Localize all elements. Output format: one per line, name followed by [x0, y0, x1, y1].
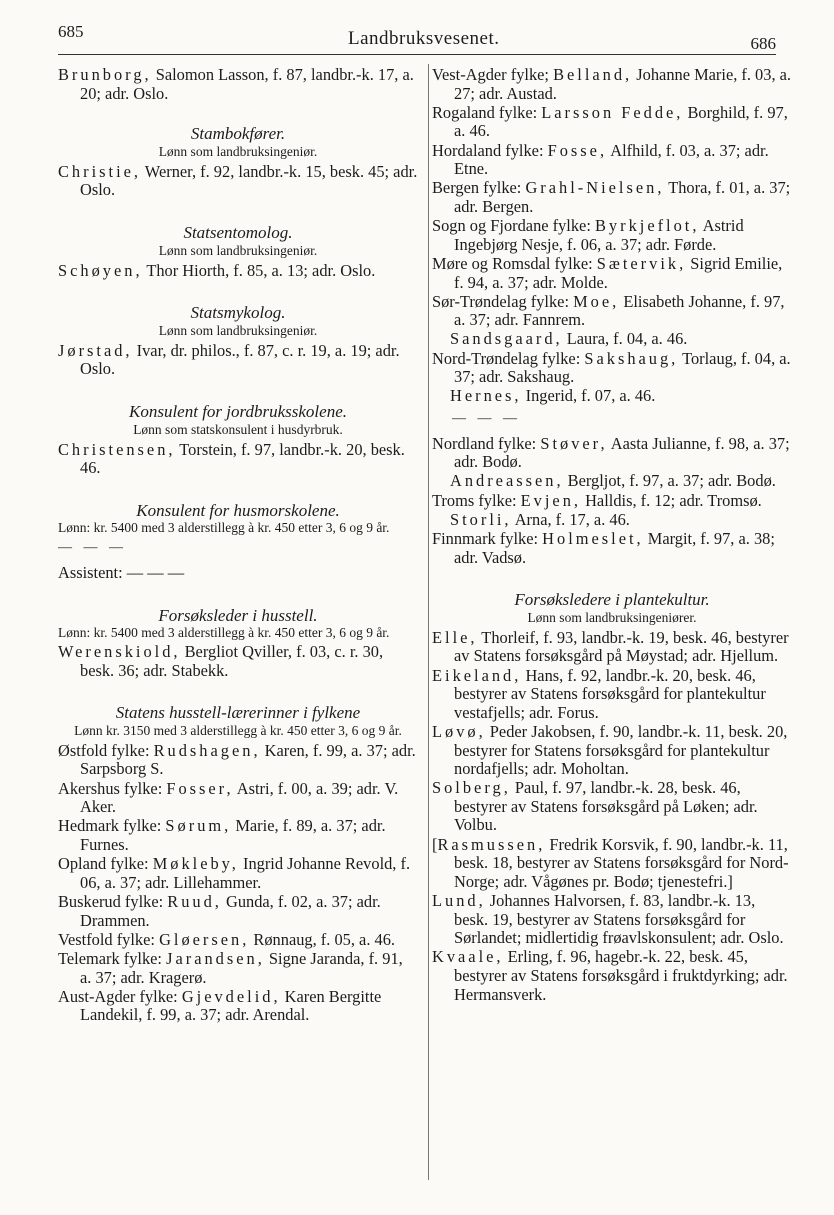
section-dashes: — — — — [452, 411, 521, 427]
entry-akershus: Akershus fylke: Fosser, Astri, f. 00, a. 39; adr. V. Aker. — [58, 778, 399, 817]
header-rule — [58, 54, 776, 55]
page-header — [58, 22, 776, 52]
entry-aust-agder: Aust-Agder fylke: Gjevdelid, Karen Bergitte Landekil, f. 99, a. 37; adr. Arendal. — [58, 986, 382, 1025]
entry-rasmussen: [Rasmussen, Fredrik Korsvik, f. 90, landbr.-k. 11, besk. 18, bestyrer av Statens forsøksgård for Nord-Norge; adr. Vågønes pr. Bodø; tjenestefri.] — [432, 834, 789, 891]
entry-vestfold: Vestfold fylke: Gløersen, Rønnaug, f. 05, a. 46. — [58, 929, 396, 949]
entry-troms: Troms fylke: Evjen, Halldis, f. 12; adr. Tromsø. — [432, 490, 762, 510]
page-number-right: 686 — [750, 34, 776, 53]
entry-jorstad: Jørstad, Ivar, dr. philos., f. 87, c. r. 19, a. 19; adr. Oslo. — [58, 340, 400, 379]
heading-husstell-laererinner: Statens husstell-lærerinner i fylkene — [115, 703, 361, 723]
entry-hedmark: Hedmark fylke: Sørum, Marie, f. 89, a. 37; adr. Furnes. — [58, 816, 386, 855]
entry-telemark: Telemark fylke: Jarandsen, Signe Jaranda, f. 91, a. 37; adr. Kragerø. — [58, 948, 403, 987]
salary-note: Lønn som landbruksingeniører. — [527, 609, 697, 625]
salary-note: Lønn som landbruksingeniør. — [158, 143, 318, 159]
entry-vest-agder: Vest-Agder fylke; Belland, Johanne Marie, f. 03, a. 27; adr. Austad. — [432, 65, 792, 103]
heading-konsulent-jordbruksskolene: Konsulent for jordbruksskolene. — [129, 401, 347, 421]
entry-eikeland: Eikeland, Hans, f. 92, landbr.-k. 20, besk. 46, bestyrer av Statens forsøksgård for plantekultur vestafjells; adr. Forus. — [432, 665, 766, 722]
heading-statsentomolog: Statsentomolog. — [183, 222, 293, 242]
entry-nord-trondelag: Nord-Trøndelag fylke: Sakshaug, Torlaug, f. 04, a. 37; adr. Sakshaug. — [432, 348, 791, 387]
salary-note: Lønn: kr. 5400 med 3 alderstillegg à kr. 450 etter 3, 6 og 9 år. — [58, 520, 390, 536]
heading-konsulent-husmorskolene: Konsulent for husmorskolene. — [136, 500, 340, 520]
entry-storli: Storli, Arna, f. 17, a. 46. — [450, 509, 630, 529]
running-title: Landbruksvesenet. — [348, 28, 500, 49]
entry-hernes: Hernes, Ingerid, f. 07, a. 46. — [450, 386, 656, 406]
heading-statsmykolog: Statsmykolog. — [190, 303, 286, 323]
entry-rogaland: Rogaland fylke: Larsson Fedde, Borghild, f. 97, a. 46. — [432, 102, 788, 141]
heading-stambokforer: Stambokfører. — [190, 124, 286, 144]
salary-note: Lønn kr. 3150 med 3 alderstillegg à kr. 450 etter 3, 6 og 9 år. — [74, 722, 402, 738]
right-column — [432, 66, 792, 1005]
entry-opland: Opland fylke: Møkleby, Ingrid Johanne Revold, f. 06, a. 37; adr. Lillehammer. — [58, 854, 411, 892]
entry-solberg: Solberg, Paul, f. 97, landbr.-k. 28, besk. 46, bestyrer av Statens forsøksgård på Løken; adr. Volbu. — [432, 778, 758, 835]
entry-christensen: Christensen, Torstein, f. 97, landbr.-k. 20, besk. 46. — [58, 439, 405, 478]
entry-lund: Lund, Johannes Halvorsen, f. 83, landbr.-k. 13, besk. 19, bestyrer av Statens forsøksgård for Sørlandet; midlertidig frøavlskonsulent; adr. Oslo. — [432, 891, 784, 948]
entry-bergen: Bergen fylke: Grahl-Nielsen, Thora, f. 01, a. 37; adr. Bergen. — [432, 178, 791, 216]
vacancy-dashes: — — — — [58, 540, 127, 556]
column-divider — [428, 64, 429, 1180]
heading-forsoksleder-husstell: Forsøksleder i husstell. — [158, 605, 318, 625]
entry-andreassen: Andreassen, Bergljot, f. 97, a. 37; adr. Bodø. — [450, 471, 776, 491]
entry-buskerud: Buskerud fylke: Ruud, Gunda, f. 02, a. 37; adr. Drammen. — [58, 892, 381, 930]
salary-note: Lønn: kr. 5400 med 3 alderstillegg à kr. 450 etter 3, 6 og 9 år. — [58, 625, 390, 641]
entry-kvaale: Kvaale, Erling, f. 96, hagebr.-k. 22, besk. 45, bestyrer av Statens forsøksgård i fruktdyrking; adr. Hermansverk. — [432, 947, 788, 1004]
left-column — [58, 66, 418, 1026]
entry-elle: Elle, Thorleif, f. 93, landbr.-k. 19, besk. 46, bestyrer av Statens forsøksgård på Møystad; adr. Hjellum. — [432, 627, 789, 666]
entry-schoyen: Schøyen, Thor Hiorth, f. 85, a. 13; adr. Oslo. — [58, 260, 376, 280]
entry-hordaland: Hordaland fylke: Fosse, Alfhild, f. 03, a. 37; adr. Etne. — [432, 140, 769, 179]
heading-forsoksledere-plantekultur: Forsøksledere i plantekultur. — [514, 590, 710, 610]
entry-ostfold: Østfold fylke: Rudshagen, Karen, f. 99, a. 37; adr. Sarpsborg S. — [58, 740, 416, 779]
entry-brunborg: Brunborg, Salomon Lasson, f. 87, landbr.-k. 17, a. 20; adr. Oslo. — [58, 65, 414, 103]
entry-sogn-fjordane: Sogn og Fjordane fylke: Byrkjeflot, Astrid Ingebjørg Nesje, f. 06, a. 37; adr. Førde. — [432, 216, 744, 254]
entry-more-romsdal: Møre og Romsdal fylke: Sætervik, Sigrid Emilie, f. 94, a. 37; adr. Molde. — [432, 253, 783, 292]
entry-finnmark: Finnmark fylke: Holmeslet, Margit, f. 97, a. 38; adr. Vadsø. — [432, 528, 775, 567]
page-number-left: 685 — [58, 22, 84, 41]
entry-sandsgaard: Sandsgaard, Laura, f. 04, a. 46. — [450, 329, 688, 349]
salary-note: Lønn som landbruksingeniør. — [158, 242, 318, 258]
entry-sor-trondelag: Sør-Trøndelag fylke: Moe, Elisabeth Johanne, f. 97, a. 37; adr. Fannrem. — [432, 291, 785, 330]
entry-christie: Christie, Werner, f. 92, landbr.-k. 15, besk. 45; adr. Oslo. — [58, 161, 418, 200]
entry-lovo: Løvø, Peder Jakobsen, f. 90, landbr.-k. 11, besk. 20, bestyrer for Statens forsøksgård for plantekultur nordafjells; adr. Moholtan. — [432, 721, 788, 779]
salary-note: Lønn som statskonsulent i husdyrbruk. — [133, 421, 343, 437]
entry-werenskiold: Werenskiold, Bergliot Qviller, f. 03, c. r. 30, besk. 36; adr. Stabekk. — [58, 642, 384, 680]
entry-nordland: Nordland fylke: Støver, Aasta Julianne, f. 98, a. 37; adr. Bodø. — [432, 433, 790, 472]
salary-note: Lønn som landbruksingeniør. — [158, 322, 318, 338]
assistent-line: Assistent: — — — — [58, 562, 185, 582]
